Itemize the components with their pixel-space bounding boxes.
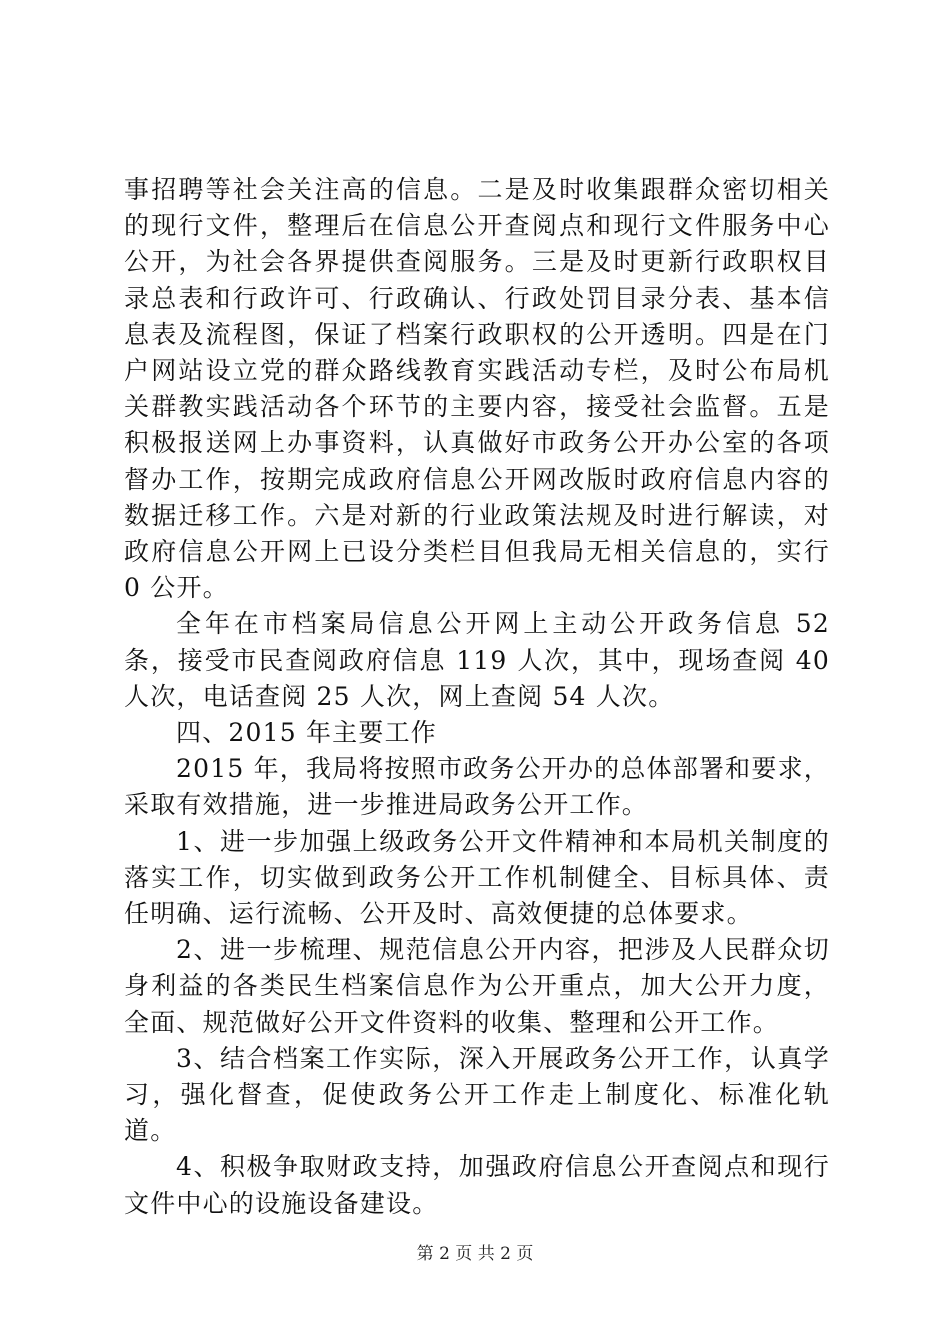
body-paragraph: 全年在市档案局信息公开网上主动公开政务信息 52 条，接受市民查阅政府信息 119 人次，其中，现场查阅 40 人次，电话查阅 25 人次，网上查阅 54 人次。: [124, 609, 830, 711]
section-heading: 四、2015 年主要工作: [176, 718, 437, 748]
page-number-footer: 第 2 页 共 2 页: [416, 1244, 534, 1264]
list-item: 1、进一步加强上级政务公开文件精神和本局机关制度的落实工作，切实做到政务公开工作机制健全、目标具体、责任明确、运行流畅、公开及时、高效便捷的总体要求。: [124, 826, 830, 929]
body-paragraph: 2015 年，我局将按照市政务公开办的总体部署和要求，采取有效措施，进一步推进局政务公开工作。: [124, 754, 830, 820]
list-item: 2、进一步梳理、规范信息公开内容，把涉及人民群众切身利益的各类民生档案信息作为公开重点，加大公开力度，全面、规范做好公开文件资料的收集、整理和公开工作。: [124, 935, 830, 1037]
body-paragraph: 事招聘等社会关注高的信息。二是及时收集跟群众密切相关的现行文件，整理后在信息公开查阅点和现行文件服务中心公开，为社会各界提供查阅服务。三是及时更新行政职权目录总表和行政许可、行政确认、行政处罚目录分表、基本信息表及流程图，保证了档案行政职权的公开透明。四是在门户网站设立党的群众路线教育实践活动专栏，及时公布局机关群教实践活动各个环节的主要内容，接受社会监督。五是积极报送网上办事资料，认真做好市政务公开办公室的各项督办工作，按期完成政府信息公开网改版时政府信息内容的数据迁移工作。六是对新的行业政策法规及时进行解读，对政府信息公开网上已设分类栏目但我局无相关信息的，实行 0 公开。: [124, 175, 830, 603]
document-body: [124, 172, 830, 1222]
list-item: 3、结合档案工作实际，深入开展政务公开工作，认真学习，强化督查，促使政务公开工作走上制度化、标准化轨道。: [124, 1043, 830, 1146]
list-item: 4、积极争取财政支持，加强政府信息公开查阅点和现行文件中心的设施设备建设。: [124, 1152, 830, 1218]
